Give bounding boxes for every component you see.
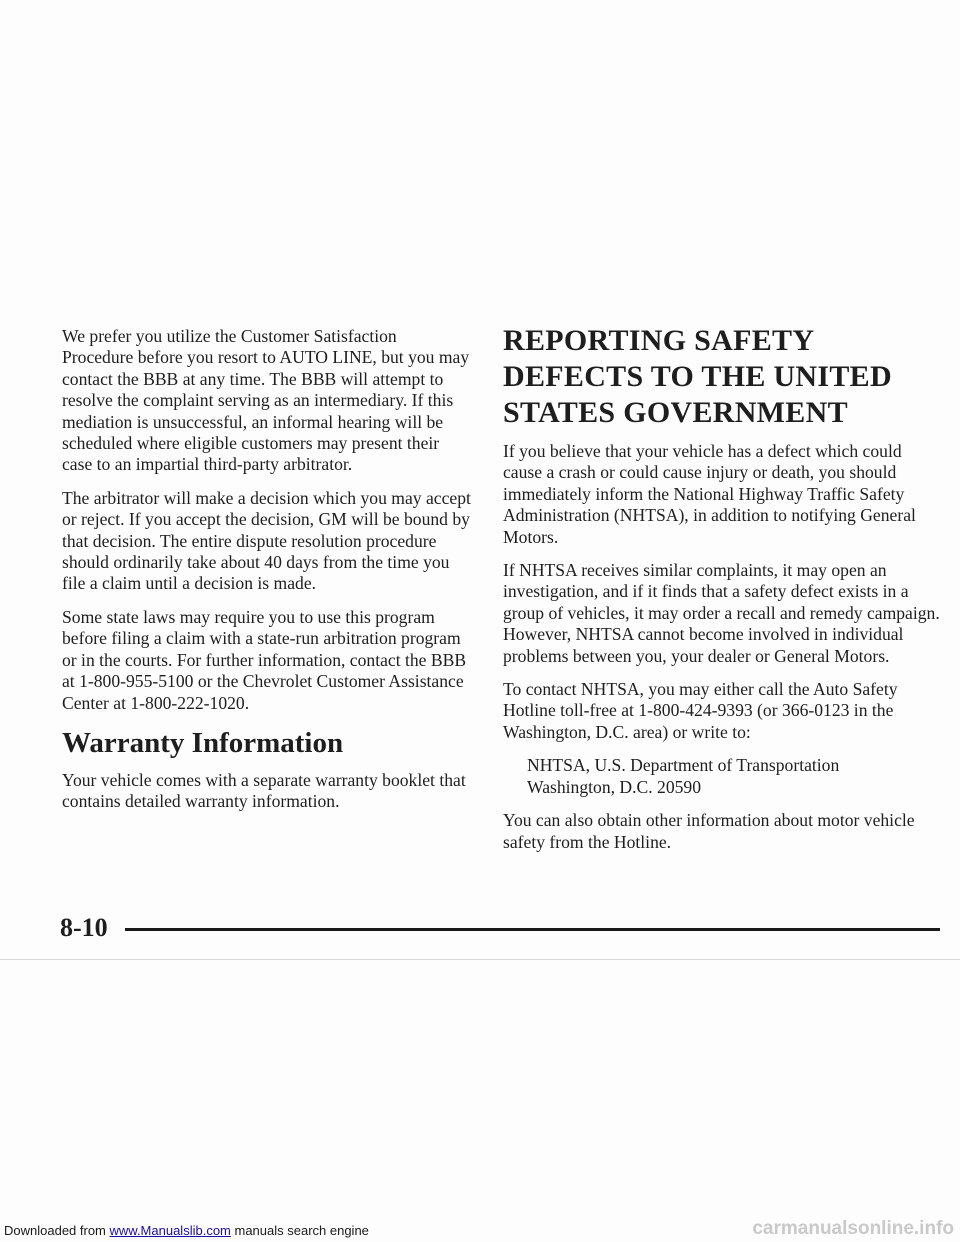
right-column xyxy=(503,326,943,865)
left-column xyxy=(62,326,472,825)
paragraph-contact-nhtsa: To contact NHTSA, you may either call the Auto Safety Hotline toll-free at 1-800-424-9393 (or 366-0123 in the Washington, D.C. area) or write to: xyxy=(503,679,898,742)
footer-rule xyxy=(125,928,940,931)
address-line-1: NHTSA, U.S. Department of Transportation xyxy=(527,755,840,776)
page-number: 8-10 xyxy=(60,913,108,942)
safety-defects-heading: REPORTING SAFETY DEFECTS TO THE UNITED STATES GOVERNMENT xyxy=(503,324,892,429)
warranty-heading: Warranty Information xyxy=(62,726,344,759)
site-watermark: carmanualsonline.info xyxy=(752,1218,954,1239)
download-prefix: Downloaded from xyxy=(4,1223,110,1238)
manualslib-link[interactable]: www.Manualslib.com xyxy=(109,1223,231,1238)
paragraph-believe-defect: If you believe that your vehicle has a defect which could cause a crash or could cause injury or death, you should immediately inform the National Highway Traffic Safety Administration (NHTSA), in addition to notifying General Motors. xyxy=(503,441,916,547)
nhtsa-address xyxy=(503,755,943,798)
paragraph-warranty: Your vehicle comes with a separate warranty booklet that contains detailed warranty information. xyxy=(62,769,466,812)
paragraph-hotline-info: You can also obtain other information about motor vehicle safety from the Hotline. xyxy=(503,810,915,852)
paragraph-arbitrator-decision: The arbitrator will make a decision which you may accept or reject. If you accept the decision, GM will be bound by that decision. The entire dispute resolution procedure should ordinarily take about 40 days from the time you file a claim until a decision is made. xyxy=(62,487,471,594)
download-note xyxy=(4,1223,369,1238)
paragraph-nhtsa-complaints: If NHTSA receives similar complaints, it may open an investigation, and if it finds that a safety defect exists in a group of vehicles, it may order a recall and remedy campaign. However, NHTSA cannot become involved in individual problems between you, your dealer or General Motors. xyxy=(503,560,940,666)
paragraph-satisfaction-procedure: We prefer you utilize the Customer Satisfaction Procedure before you resort to AUTO LINE, but you may contact the BBB at any time. The BBB will attempt to resolve the complaint serving as an intermediary. If this mediation is unsuccessful, an informal hearing will be scheduled where eligible customers may present their case to an impartial third-party arbitrator. xyxy=(62,326,470,475)
address-line-2: Washington, D.C. 20590 xyxy=(527,776,702,797)
paragraph-state-laws: Some state laws may require you to use this program before filing a claim with a state-run arbitration program or in the courts. For further information, contact the BBB at 1-800-955-5100 or the Chevrolet Customer Assistance Center at 1-800-222-1020. xyxy=(62,606,467,713)
page-bottom-edge xyxy=(0,959,960,960)
download-suffix: manuals search engine xyxy=(230,1223,369,1238)
